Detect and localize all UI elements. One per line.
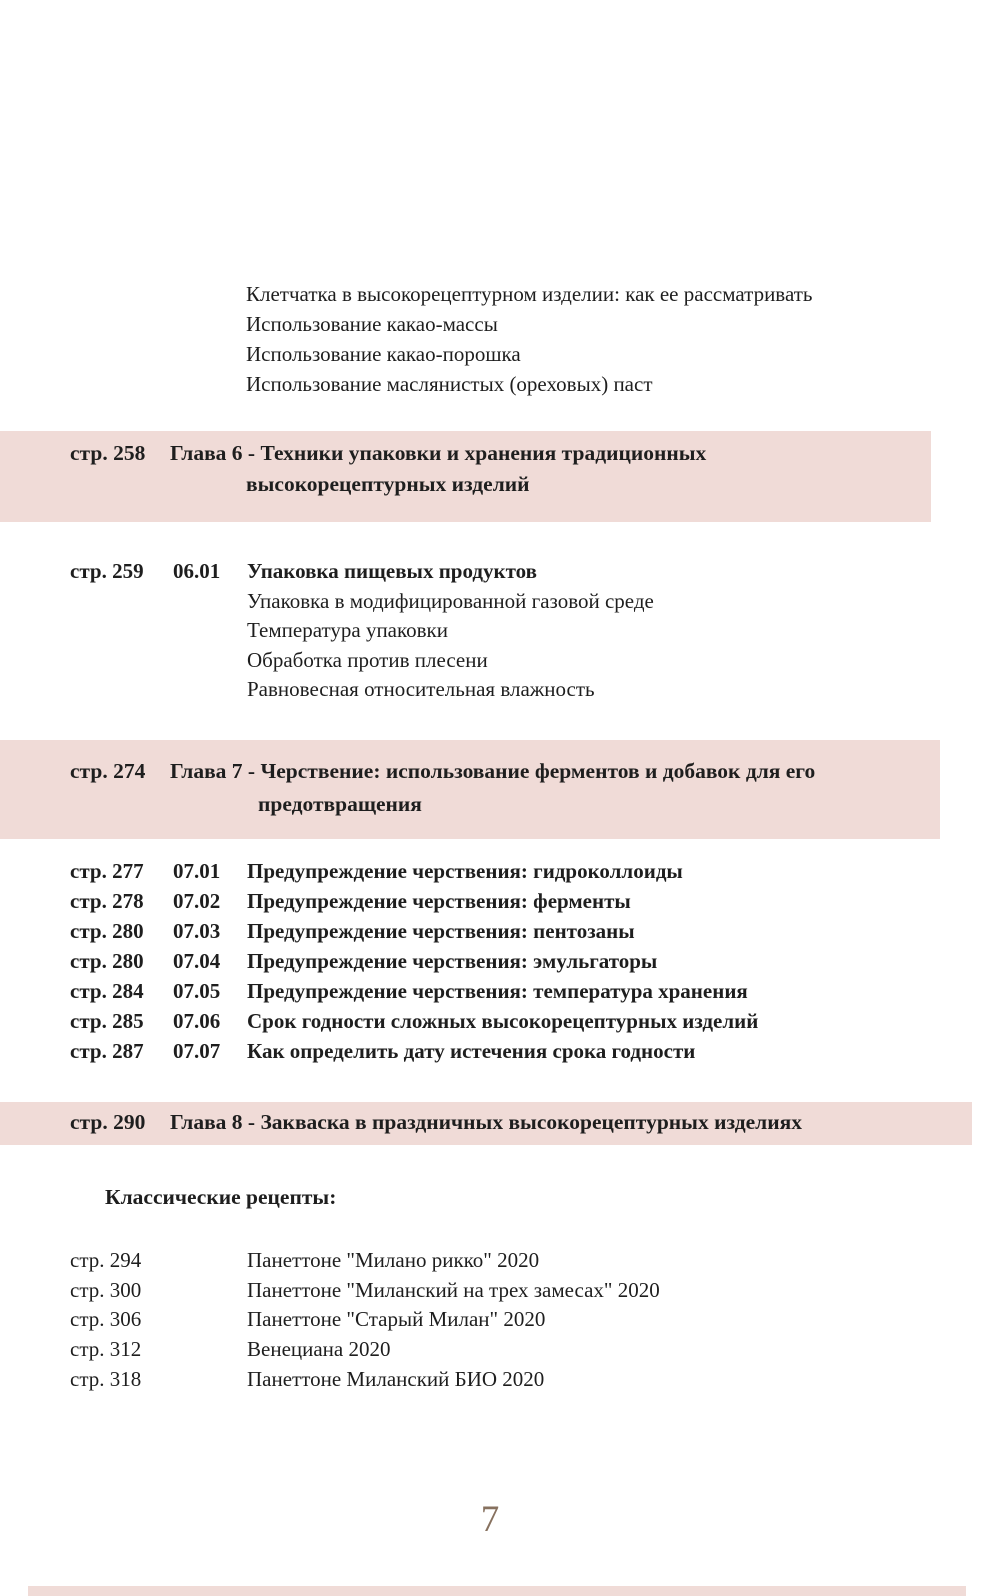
chapter-8-banner: [0, 1102, 972, 1145]
intro-subitems: [246, 279, 812, 399]
toc-subitem: Температура упаковки: [247, 618, 448, 643]
section-number: 07.05: [173, 979, 221, 1003]
recipe-title: Панеттоне "Милано рикко" 2020: [247, 1248, 540, 1272]
toc-subitem: Упаковка в модифицированной газовой среде: [247, 588, 654, 613]
recipe-title: Панеттоне Миланский БИО 2020: [247, 1366, 545, 1391]
section-number: 07.04: [173, 949, 221, 973]
chapter-8-line1: [0, 1102, 972, 1134]
recipes-header: Классические рецепты:: [105, 1185, 337, 1209]
section-title: Предупреждение черствения: пентозаны: [247, 919, 635, 943]
section-title: Предупреждение черствения: температура хранения: [247, 979, 748, 1003]
chapter-title: Глава 8 - Закваска в праздничных высокорецептурных изделиях: [170, 1110, 802, 1134]
recipe-row: [70, 1365, 660, 1395]
page-ref: стр. 280: [70, 919, 144, 943]
page-ref: стр. 277: [70, 859, 144, 883]
recipe-title: Панеттоне "Миланский на трех замесах" 2020: [247, 1277, 660, 1302]
page-ref: стр. 318: [70, 1366, 142, 1391]
chapter-7-line1: [0, 740, 940, 783]
page-ref: стр. 278: [70, 889, 144, 913]
section-number: 07.01: [173, 859, 221, 883]
section-row: [70, 946, 758, 976]
recipe-title: Венециана 2020: [247, 1337, 391, 1362]
toc-subitem: Использование маслянистых (ореховых) паст: [246, 372, 653, 396]
page-ref: стр. 306: [70, 1307, 142, 1332]
chapter-7-banner: [0, 740, 940, 839]
page-ref: стр. 259: [70, 559, 144, 583]
recipe-row: [70, 1305, 660, 1335]
section-row: [70, 557, 654, 587]
toc-subitem: Клетчатка в высокорецептурном изделии: как ее рассматривать: [246, 282, 813, 306]
chapter-page-ref: стр. 290: [70, 1110, 146, 1134]
section-row: [70, 1036, 758, 1066]
section-row: [70, 976, 758, 1006]
toc-subitem: Использование какао-порошка: [246, 342, 521, 366]
section-title: Как определить дату истечения срока годности: [247, 1039, 696, 1063]
toc-subitem: Равновесная относительная влажность: [247, 677, 595, 702]
chapter-page-ref: стр. 258: [70, 441, 146, 465]
recipe-row: [70, 1276, 660, 1306]
section-number: 07.02: [173, 889, 221, 913]
chapter-6-banner: [0, 431, 931, 522]
page-ref: стр. 284: [70, 979, 144, 1003]
recipe-row: [70, 1246, 660, 1276]
section-number: 07.06: [173, 1009, 221, 1033]
recipe-row: [70, 1335, 660, 1365]
page-ref: стр. 294: [70, 1248, 142, 1272]
section-row: [70, 916, 758, 946]
chapter-6-line1: [0, 431, 931, 465]
chapter-title-continuation: высокорецептурных изделий: [246, 472, 530, 496]
chapter-title-continuation: предотвращения: [258, 792, 422, 816]
toc-subitem: Обработка против плесени: [247, 647, 488, 672]
section-row: [70, 886, 758, 916]
page-ref: стр. 312: [70, 1337, 142, 1362]
page-ref: стр. 287: [70, 1039, 144, 1063]
section-row: [70, 1006, 758, 1036]
recipes-list: [70, 1246, 660, 1395]
chapter-title: Глава 6 - Техники упаковки и хранения традиционных: [170, 441, 707, 465]
toc-subitem: Использование какао-массы: [246, 312, 498, 336]
page-ref: стр. 300: [70, 1277, 142, 1302]
section-title: Срок годности сложных высокорецептурных изделий: [247, 1009, 759, 1033]
page-ref: стр. 280: [70, 949, 144, 973]
section-title: Предупреждение черствения: гидроколлоиды: [247, 859, 683, 883]
section-title: Предупреждение черствения: эмульгаторы: [247, 949, 658, 973]
chapter-title: Глава 7 - Черствение: использование ферментов и добавок для его: [170, 759, 816, 783]
section-number: 06.01: [173, 559, 221, 583]
page-number: 7: [480, 1499, 500, 1540]
chapter-page-ref: стр. 274: [70, 759, 146, 783]
section-07-block: [70, 856, 758, 1066]
section-number: 07.07: [173, 1039, 221, 1063]
section-number: 07.03: [173, 919, 221, 943]
page-ref: стр. 285: [70, 1009, 144, 1033]
next-chapter-banner-partial: [28, 1586, 966, 1596]
section-title: Упаковка пищевых продуктов: [247, 559, 537, 583]
section-title: Предупреждение черствения: ферменты: [247, 889, 631, 913]
recipe-title: Панеттоне "Старый Милан" 2020: [247, 1307, 546, 1332]
section-0601-block: [70, 557, 654, 705]
section-row: [70, 856, 758, 886]
